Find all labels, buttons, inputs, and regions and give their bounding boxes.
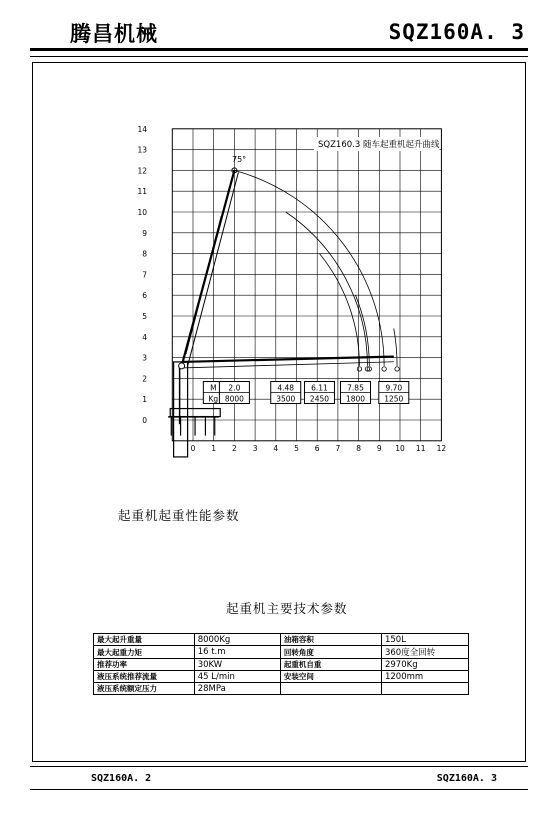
footer-rule-bottom [30,789,528,790]
load-box [219,382,249,404]
x-tick-label: 8 [356,444,361,453]
performance-title: 起重机起重性能参数 [118,508,240,523]
y-tick-label: 13 [137,145,147,155]
y-tick-label: 0 [142,416,147,425]
load-box [304,382,334,404]
spec-key: 推荐功率 [94,659,195,671]
x-tick-label: 9 [376,444,382,453]
radius-label: 4.48 [277,383,295,393]
reach-arc [394,328,397,365]
spec-value [381,683,468,695]
x-tick-label: 10 [395,444,405,453]
spec-key: 最大起升重量 [94,634,195,646]
model-title: SQZ160A. 3 [388,20,525,44]
base-frame [170,409,220,417]
spec-value: 30KW [194,659,280,671]
spec-key: 液压系统推荐流量 [94,671,195,683]
y-tick-label: 8 [142,249,147,259]
y-tick-label: 9 [142,228,147,238]
load-box [271,382,301,404]
x-tick-label: 3 [252,444,258,453]
reach-arc [319,254,359,366]
spec-value: 360度全回转 [381,646,468,659]
spec-key: 起重机自重 [280,659,381,671]
unit-bottom: Kg [208,394,219,404]
x-tick-label: 6 [314,444,320,453]
y-tick-label: 1 [142,395,147,405]
spec-row [94,659,469,671]
chart-title: SQZ160.3 随车起重机起升曲线 [318,140,440,150]
load-label: 2450 [309,394,330,404]
x-tick-label: 11 [415,444,426,453]
unit-top: M [210,383,217,393]
spec-key: 安装空间 [280,671,381,683]
load-label: 8000 [224,394,244,404]
spec-key: 油箱容积 [280,634,381,646]
y-tick-label: 3 [142,353,147,363]
footer-left: SQZ160A. 2 [91,773,152,784]
spec-key: 液压系统额定压力 [94,683,195,695]
load-label: 1800 [345,394,366,404]
chart-arcs [234,170,399,371]
footer-rule [30,766,528,767]
x-tick-label: 12 [436,444,447,453]
y-tick-label: 11 [137,187,147,197]
hook-mark [357,367,361,371]
load-boxes [203,382,408,404]
radius-label: 2.0 [228,383,241,393]
spec-value: 2970Kg [381,659,468,671]
specs-table [93,633,469,695]
specs-title: 起重机主要技术参数 [226,601,348,616]
spec-key: 最大起重力矩 [94,646,195,659]
x-tick-label: 7 [335,444,341,453]
x-tick-label: 4 [273,444,279,453]
angle-label: 75° [232,155,247,164]
load-label: 3500 [276,394,296,404]
spec-row [94,646,469,659]
spec-row [94,671,469,683]
spec-row [94,634,469,646]
brand-title: 腾昌机械 [70,22,158,46]
radius-label: 7.85 [347,383,364,393]
spec-key [280,683,381,695]
y-tick-label: 2 [142,374,147,384]
y-tick-label: 4 [142,332,147,342]
y-tick-label: 14 [137,124,147,134]
x-tick-label: 1 [211,444,217,453]
x-tick-label: 2 [232,444,237,453]
x-tick-label: 5 [294,444,299,453]
luffing-cylinder [186,216,222,354]
y-tick-label: 6 [142,291,147,301]
spec-value: 150L [381,634,468,646]
spec-value: 8000Kg [194,634,280,646]
load-label: 1250 [384,394,404,404]
y-tick-label: 12 [137,166,147,176]
y-tick-label: 5 [142,312,147,321]
y-tick-label: 10 [137,208,147,217]
load-box [379,382,409,404]
radius-label: 9.70 [385,383,403,393]
crane-column [174,362,188,457]
footer-right: SQZ160A. 3 [436,773,497,784]
reach-arc [286,212,368,366]
x-tick-label: 0 [190,444,196,453]
hook-mark [382,367,386,371]
spec-value: 16 t.m [194,646,280,659]
load-box [340,382,370,404]
spec-value: 1200mm [381,671,468,683]
hook-mark [395,367,399,371]
radius-label: 6.11 [311,383,328,393]
y-tick-label: 7 [142,270,147,280]
spec-key: 回转角度 [280,646,381,659]
spec-value: 45 L/min [194,671,280,683]
spec-row [94,683,469,695]
spec-value: 28MPa [194,683,280,695]
pivot-pin [179,363,185,369]
